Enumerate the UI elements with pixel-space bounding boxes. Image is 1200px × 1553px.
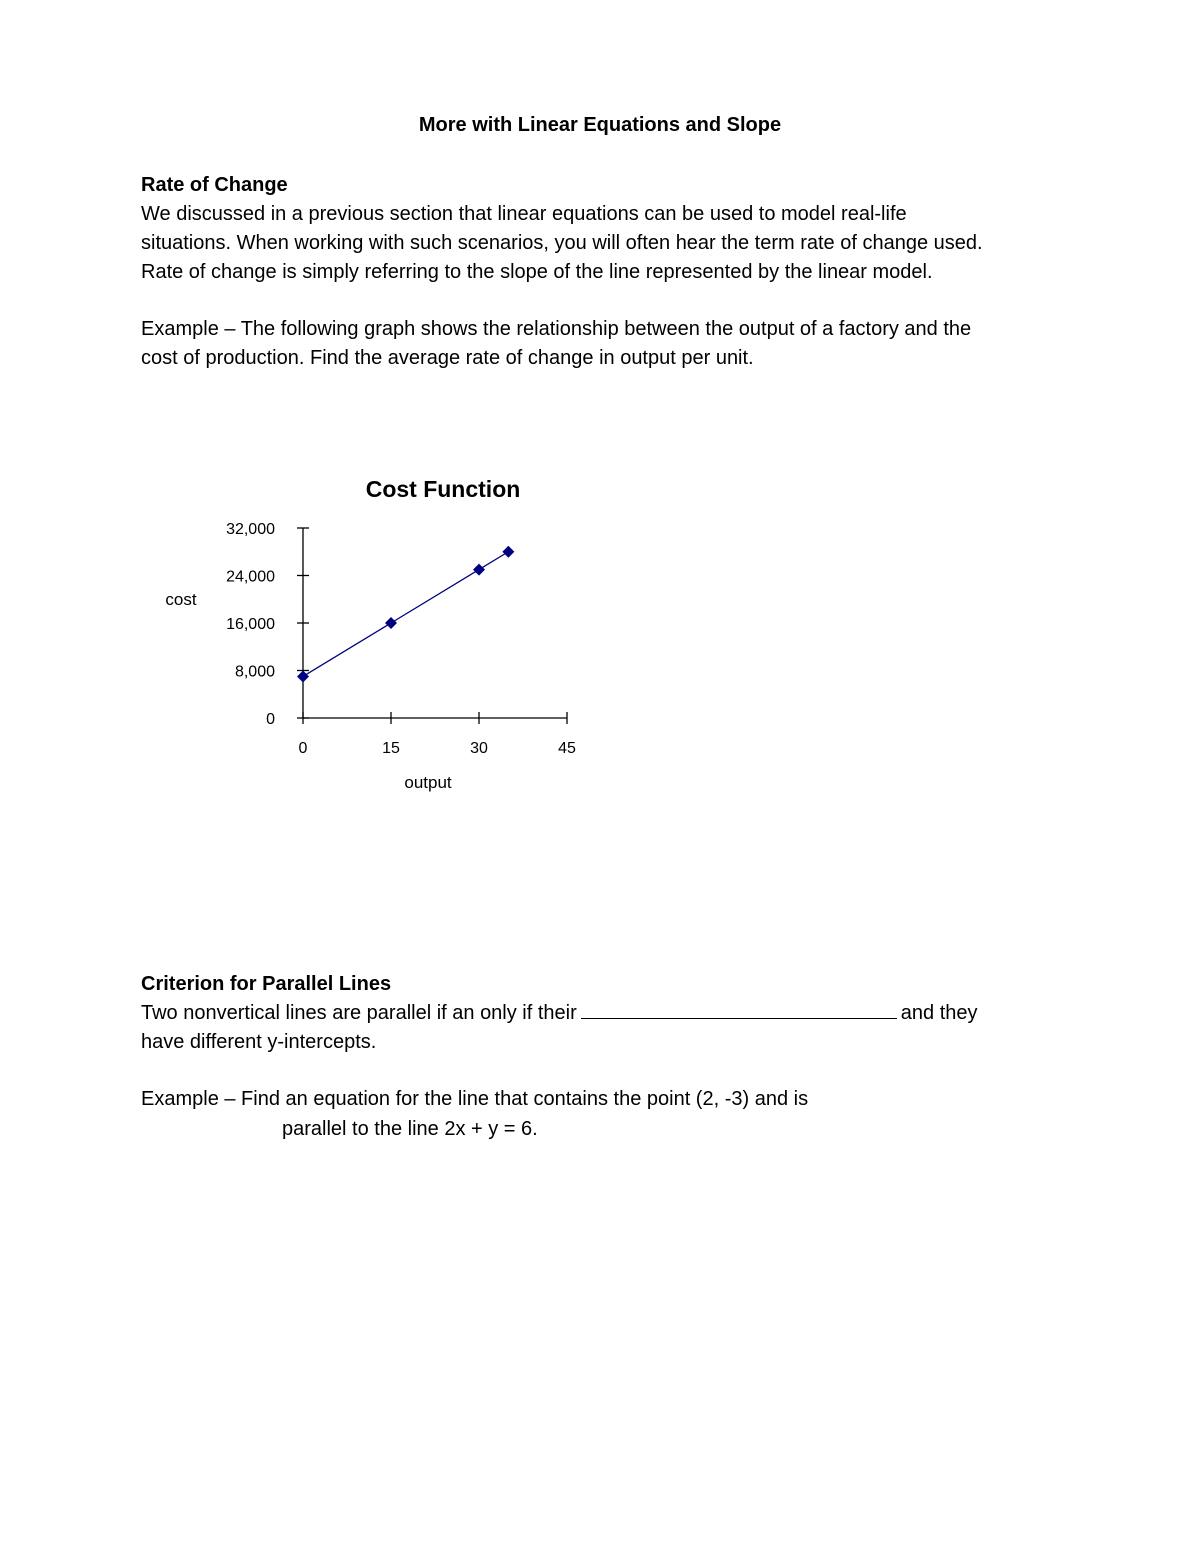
parallel-criterion-line xyxy=(141,999,978,1028)
chart-title: Cost Function xyxy=(365,476,521,502)
example-line: cost of production. Find the average rate of change in output per unit. xyxy=(141,347,754,369)
y-tick-label: 0 xyxy=(266,711,275,728)
x-tick-label: 15 xyxy=(382,740,400,757)
y-tick-label: 16,000 xyxy=(226,616,275,633)
y-tick-label: 32,000 xyxy=(226,521,275,538)
rate-of-change-heading: Rate of Change xyxy=(141,174,288,196)
paragraph-line: We discussed in a previous section that linear equations can be used to model real-life xyxy=(141,203,907,225)
data-point xyxy=(297,670,309,682)
axes xyxy=(303,528,567,718)
parallel-lines-heading: Criterion for Parallel Lines xyxy=(141,973,392,995)
x-tick-label: 45 xyxy=(558,740,576,757)
criterion-text-end: and they xyxy=(900,1002,978,1024)
x-tick-label: 0 xyxy=(298,740,308,757)
x-axis-label: output xyxy=(404,773,452,792)
page-title: More with Linear Equations and Slope xyxy=(418,114,782,136)
parallel-criterion-line-2: have different y-intercepts. xyxy=(141,1031,377,1053)
cost-function-chart xyxy=(150,470,600,800)
fill-in-blank xyxy=(581,1000,897,1019)
data-point xyxy=(473,564,485,576)
paragraph-line: situations. When working with such scenarios, you will often hear the term rate of change used. xyxy=(141,232,983,254)
parallel-example-line-indented: parallel to the line 2x + y = 6. xyxy=(282,1118,538,1140)
data-series xyxy=(297,546,514,683)
paragraph-line: Rate of change is simply referring to the slope of the line represented by the linear model. xyxy=(141,261,933,283)
y-axis-label: cost xyxy=(165,590,197,609)
data-point xyxy=(385,617,397,629)
y-tick-label: 24,000 xyxy=(226,568,275,586)
x-tick-label: 30 xyxy=(470,740,488,757)
y-tick-label: 8,000 xyxy=(234,663,275,681)
criterion-text: Two nonvertical lines are parallel if an only if their xyxy=(141,1002,577,1024)
data-point xyxy=(502,546,514,558)
example-line: Example – The following graph shows the relationship between the output of a factory and the xyxy=(141,318,972,340)
ticks xyxy=(226,521,576,757)
parallel-example-line: Example – Find an equation for the line that contains the point (2, -3) and is xyxy=(141,1088,809,1110)
